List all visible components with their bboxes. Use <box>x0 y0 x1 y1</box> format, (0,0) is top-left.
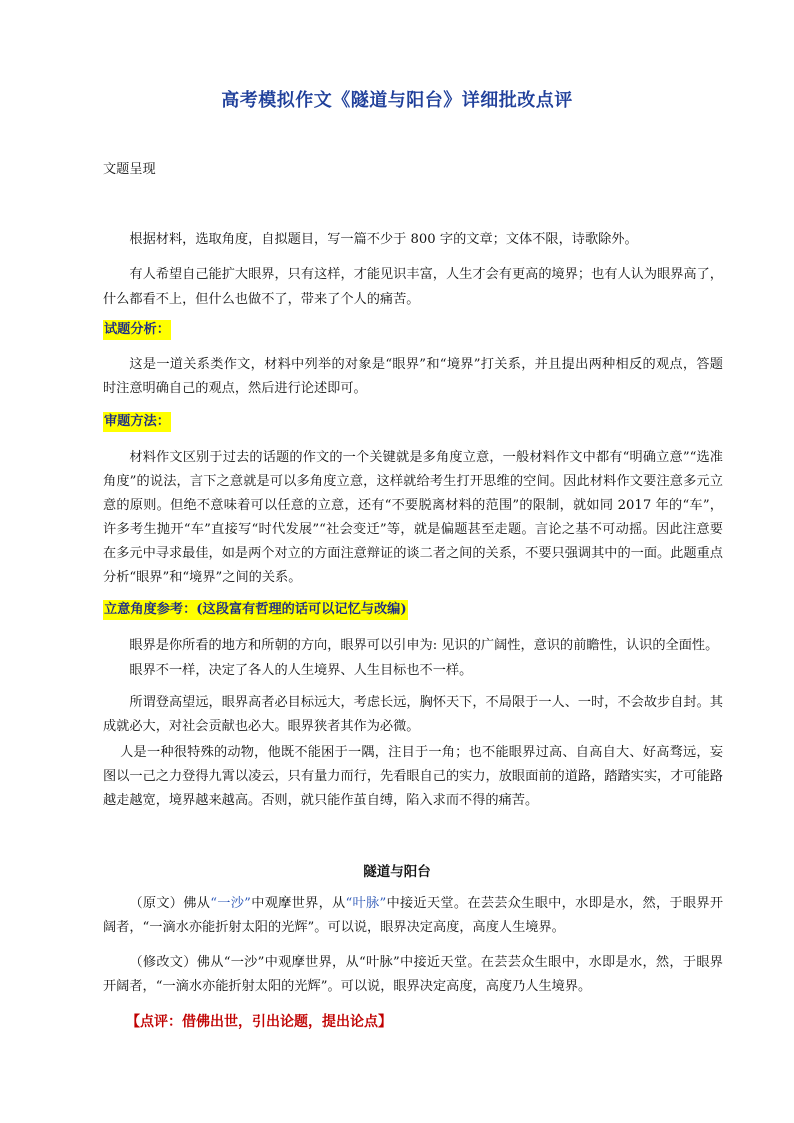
angle-paragraph-1: 眼界是你所看的地方和所朝的方向，眼界可以引申为: 见识的广阔性，意识的前瞻性，认识的全面性。 <box>129 638 719 653</box>
analysis-heading: 试题分析： <box>103 320 171 340</box>
document-title: 高考模拟作文《隧道与阳台》详细批改点评 <box>221 90 573 111</box>
original-prefix: （原文）佛从 <box>129 896 211 911</box>
section-label: 文题呈现 <box>103 162 156 177</box>
method-paragraph: 材料作文区别于过去的话题的作文的一个关键就是多角度立意，一般材料作文中都有“明确立意”“选准角度”的说法，言下之意就是可以多角度立意，这样就给考生打开思维的空间。因此材料作文要注意多元立意的原则。但绝不意味着可以任意的立意，还有“不要脱离材料的范围”的限制，就如同 2017 年的“车”，许多考生抛开“车”直接写“时代发展”“社会变迁”等，就是偏题甚至走题。言论之基不可动摇。因此注意要在多元中寻求最佳，如是两个对立的方面注意辩证的谈二者之间的关系，不要只强调其中的一面。此题重点分析“眼界”和“境界”之间的关系。 <box>103 450 723 585</box>
angle-paragraph-4: 人是一种很特殊的动物，他既不能困于一隅，注目于一角；也不能眼界过高、自高自大、好高骛远，妄图以一己之力登得九霄以凌云，只有量力而行，先看眼自己的实力，放眼面前的道路，踏踏实实，才可能路越走越宽，境界越来越高。否则，就只能作茧自缚，陷入求而不得的痛苦。 <box>103 745 723 808</box>
prompt-paragraph-2: 有人希望自己能扩大眼界，只有这样，才能见识丰富，人生才会有更高的境界；也有人认为眼界高了，什么都看不上，但什么也做不了，带来了个人的痛苦。 <box>103 267 723 307</box>
quote-yemai: “叶脉” <box>345 896 387 911</box>
angle-paragraph-3: 所谓登高望远，眼界高者必目标远大，考虑长远，胸怀天下，不局限于一人、一时，不会故步自封。其成就必大，对社会贡献也必大。眼界狭者其作为必微。 <box>103 695 723 734</box>
prompt-paragraph-1: 根据材料，选取角度，自拟题目，写一篇不少于 800 字的文章；文体不限，诗歌除外。 <box>129 232 638 247</box>
analysis-paragraph: 这是一道关系类作文，材料中列举的对象是“眼界”和“境界”打关系，并且提出两种相反的观点，答题时注意明确自己的观点，然后进行论述即可。 <box>103 357 723 396</box>
quote-yisha: “一沙” <box>210 896 251 911</box>
original-rest: 中接近天堂。在芸芸众生眼中，水即是水，然，于眼界开阔者，“一滴水亦能折射太阳的光辉”。可以说，眼界决定高度，高度人生境界。 <box>103 896 724 935</box>
comment-note: 【点评：借佛出世，引出论题，提出论点】 <box>126 1014 392 1030</box>
angle-paragraph-2: 眼界不一样，决定了各人的人生境界、人生目标也不一样。 <box>129 663 473 678</box>
essay-title: 隧道与阳台 <box>363 864 431 880</box>
original-mid: 中观摩世界，从 <box>250 896 346 911</box>
angle-heading: 立意角度参考：(这段富有哲理的话可以记忆与改编) <box>103 600 408 620</box>
revised-text-paragraph: （修改文）佛从“一沙”中观摩世界，从“叶脉”中接近天堂。在芸芸众生眼中，水即是水，然，于眼界开阔者，“一滴水亦能折射太阳的光辉”。可以说，眼界决定高度，高度乃人生境界。 <box>103 955 723 994</box>
method-heading: 审题方法： <box>103 412 171 432</box>
original-text-paragraph <box>103 892 723 940</box>
